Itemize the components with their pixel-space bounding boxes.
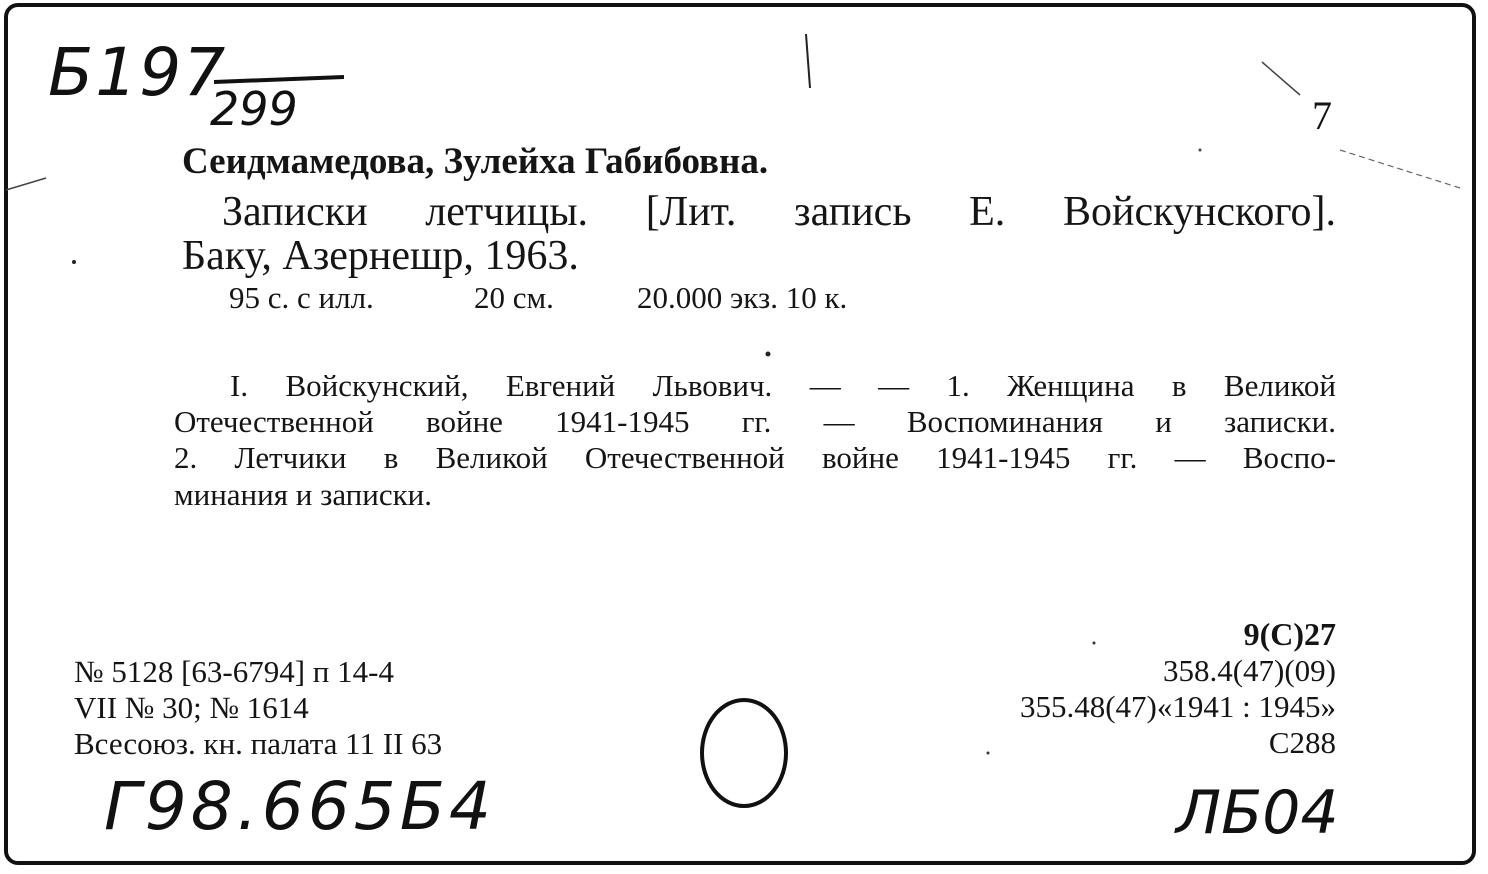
classification-line-3: 355.48(47)«1941 : 1945» <box>1019 689 1336 724</box>
handwritten-shelf-mark: Б197 <box>48 34 228 111</box>
classification-line-2: 358.4(47)(09) <box>1162 653 1336 688</box>
handwritten-bottom-code: ЛБ04 <box>1176 778 1339 848</box>
title-line-2: Баку, Азернешр, 1963. <box>182 233 579 279</box>
title-line-1: Записки летчицы. [Лит. запись Е. Войскунского]. <box>222 189 1336 235</box>
classification-line-1: 9(С)27 <box>1243 616 1336 652</box>
scan-streak <box>6 178 46 190</box>
scan-streak <box>1262 62 1300 95</box>
subject-line-1: I. Войскунский, Евгений Львович. — — 1. Женщина в Великой <box>230 368 1336 403</box>
speck <box>766 352 771 357</box>
registry-line-3: Всесоюз. кн. палата 11 II 63 <box>74 726 443 761</box>
physical-copies: 20.000 экз. 10 к. <box>637 280 848 315</box>
author-heading: Сеидмамедова, Зулейха Габибовна. <box>182 141 769 182</box>
speck <box>1093 642 1096 645</box>
speck <box>1199 149 1202 152</box>
classification-line-4: С288 <box>1268 725 1336 760</box>
subject-line-3: 2. Летчики в Великой Отечественной войне 1941-1945 гг. — Воспо- <box>174 440 1336 475</box>
registry-line-2: VII № 30; № 1614 <box>74 690 309 725</box>
scan-streak <box>1340 150 1460 188</box>
speck <box>72 260 76 264</box>
pen-mark <box>806 34 810 88</box>
punch-hole-icon <box>702 700 786 806</box>
speck <box>987 752 990 755</box>
subject-line-2: Отечественной войне 1941-1945 гг. — Воспоминания и записки. <box>174 404 1336 439</box>
registry-line-1: № 5128 [63-6794] п 14-4 <box>74 654 394 689</box>
physical-size: 20 см. <box>474 280 554 315</box>
fraction-bar <box>214 77 344 82</box>
subject-line-4: минания и записки. <box>174 477 433 512</box>
handwritten-inventory-number: Г98.665Б4 <box>104 768 495 845</box>
handwritten-shelf-fraction: 299 <box>210 82 298 136</box>
card-number: 7 <box>1312 93 1332 138</box>
physical-pages: 95 с. с илл. <box>229 280 374 315</box>
